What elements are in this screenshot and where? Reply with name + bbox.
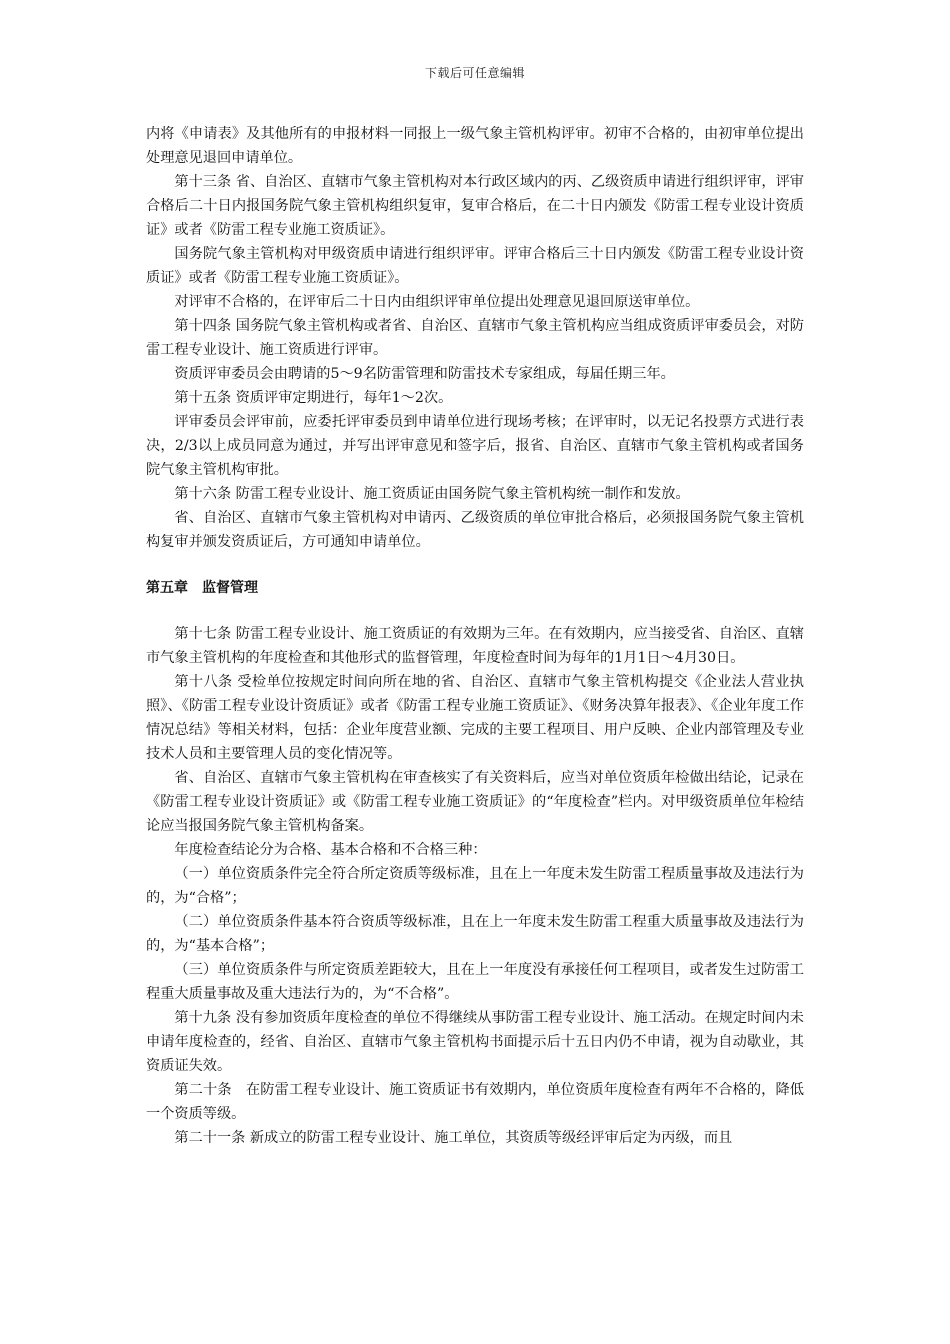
paragraph: 第十九条 没有参加资质年度检查的单位不得继续从事防雷工程专业设计、施工活动。在规定时间内未申请年度检查的，经省、自治区、直辖市气象主管机构书面提示后十五日内仍不申请，视为自动歇业，其资质证失效。 (146, 1010, 804, 1074)
paragraph: 第十五条 资质评审定期进行，每年1～2次。 (174, 390, 453, 406)
paragraph: 第十七条 防雷工程专业设计、施工资质证的有效期为三年。在有效期内，应当接受省、自治区、直辖市气象主管机构的年度检查和其他形式的监督管理，年度检查时间为每年的1月1日～4月30日。 (146, 626, 804, 666)
paragraph: 第十四条 国务院气象主管机构或者省、自治区、直辖市气象主管机构应当组成资质评审委员会，对防雷工程专业设计、施工资质进行评审。 (146, 318, 804, 358)
paragraph: 第十三条 省、自治区、直辖市气象主管机构对本行政区域内的丙、乙级资质申请进行组织评审，评审合格后二十日内报国务院气象主管机构组织复审，复审合格后，在二十日内颁发《防雷工程专业设计资质证》或者《防雷工程专业施工资质证》。 (146, 174, 804, 238)
paragraph: 第十六条 防雷工程专业设计、施工资质证由国务院气象主管机构统一制作和发放。 (174, 486, 690, 502)
chapter-heading: 第五章 监督管理 (146, 580, 258, 596)
paragraph: 年度检查结论分为合格、基本合格和不合格三种： (174, 842, 487, 858)
page-header: 下载后可任意编辑 (424, 66, 525, 80)
list-item: （一）单位资质条件完全符合所定资质等级标准，且在上一年度未发生防雷工程质量事故及违法行为的，为“合格”； (146, 866, 804, 906)
paragraph: 第十八条 受检单位按规定时间向所在地的省、自治区、直辖市气象主管机构提交《企业法人营业执照》、《防雷工程专业设计资质证》或者《防雷工程专业施工资质证》、《财务决算年报表》、《企业年度工作情况总结》等相关材料，包括：企业年度营业额、完成的主要工程项目、用户反映、企业内部管理及专业技术人员和主要管理人员的变化情况等。 (146, 674, 804, 762)
paragraph: 第二十一条 新成立的防雷工程专业设计、施工单位，其资质等级经评审后定为丙级，而且 (174, 1130, 733, 1146)
paragraph: 国务院气象主管机构对甲级资质申请进行组织评审。评审合格后三十日内颁发《防雷工程专业设计资质证》或者《防雷工程专业施工资质证》。 (146, 246, 804, 286)
paragraph: 评审委员会评审前，应委托评审委员到申请单位进行现场考核；在评审时，以无记名投票方式进行表决，2/3以上成员同意为通过，并写出评审意见和签字后，报省、自治区、直辖市气象主管机构或者国务院气象主管机构审批。 (146, 414, 804, 478)
paragraph: 省、自治区、直辖市气象主管机构对申请丙、乙级资质的单位审批合格后，必须报国务院气象主管机构复审并颁发资质证后，方可通知申请单位。 (146, 510, 804, 550)
paragraph: 内将《申请表》及其他所有的申报材料一同报上一级气象主管机构评审。初审不合格的，由初审单位提出处理意见退回申请单位。 (146, 126, 804, 166)
paragraph: 第二十条 在防雷工程专业设计、施工资质证书有效期内，单位资质年度检查有两年不合格的，降低一个资质等级。 (146, 1082, 804, 1122)
list-item: （二）单位资质条件基本符合资质等级标准，且在上一年度未发生防雷工程重大质量事故及违法行为的，为“基本合格”； (146, 914, 804, 954)
list-item: （三）单位资质条件与所定资质差距较大，且在上一年度没有承接任何工程项目，或者发生过防雷工程重大质量事故及重大违法行为的，为“不合格”。 (146, 962, 804, 1002)
paragraph: 省、自治区、直辖市气象主管机构在审查核实了有关资料后，应当对单位资质年检做出结论，记录在《防雷工程专业设计资质证》或《防雷工程专业施工资质证》的“年度检查”栏内。对甲级资质单位年检结论应当报国务院气象主管机构备案。 (146, 770, 804, 834)
paragraph: 对评审不合格的，在评审后二十日内由组织评审单位提出处理意见退回原送审单位。 (174, 294, 700, 310)
paragraph: 资质评审委员会由聘请的5～9名防雷管理和防雷技术专家组成，每届任期三年。 (174, 366, 675, 382)
document-body (146, 122, 804, 1150)
